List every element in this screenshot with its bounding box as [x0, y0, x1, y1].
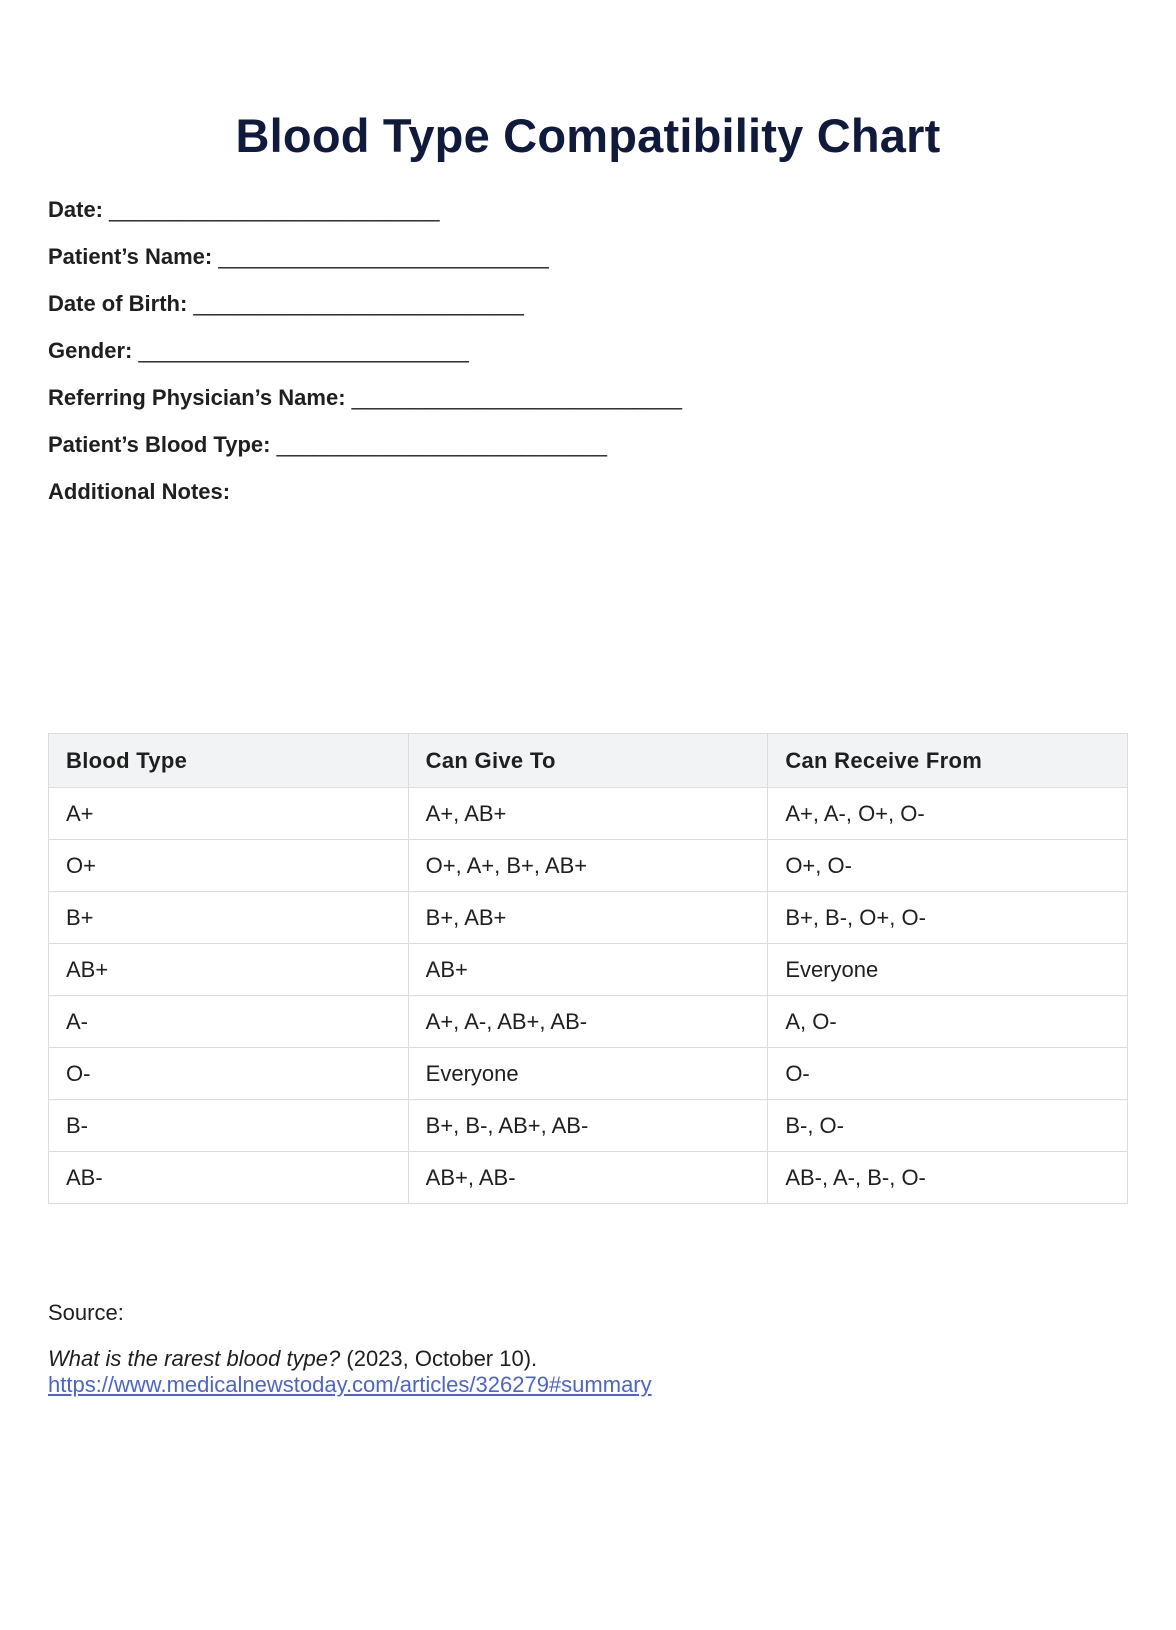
referring-physician-blank-line[interactable]: ___________________________	[351, 385, 682, 410]
table-row	[49, 1100, 1128, 1152]
table-row	[49, 1048, 1128, 1100]
date-of-birth-blank-line[interactable]: ___________________________	[193, 291, 524, 316]
cell-blood-type: B-	[49, 1100, 409, 1152]
cell-can-give-to: Everyone	[408, 1048, 768, 1100]
cell-can-receive-from: Everyone	[768, 944, 1128, 996]
page-title: Blood Type Compatibility Chart	[235, 109, 941, 162]
patient-blood-type-field	[48, 431, 682, 478]
cell-can-give-to: A+, AB+	[408, 788, 768, 840]
date-of-birth-field	[48, 290, 682, 337]
cell-can-receive-from: A+, A-, O+, O-	[768, 788, 1128, 840]
cell-can-receive-from: B+, B-, O+, O-	[768, 892, 1128, 944]
cell-can-give-to: AB+, AB-	[408, 1152, 768, 1204]
cell-can-give-to: AB+	[408, 944, 768, 996]
cell-can-receive-from: A, O-	[768, 996, 1128, 1048]
table-row	[49, 788, 1128, 840]
header-blood-type: Blood Type	[49, 734, 409, 788]
patient-blood-type-blank-line[interactable]: ___________________________	[276, 432, 607, 457]
source-section	[48, 1300, 652, 1398]
source-link[interactable]: https://www.medicalnewstoday.com/articles/326279#summary	[48, 1372, 652, 1397]
table-row	[49, 840, 1128, 892]
cell-can-give-to: O+, A+, B+, AB+	[408, 840, 768, 892]
table-row	[49, 1152, 1128, 1204]
cell-can-receive-from: B-, O-	[768, 1100, 1128, 1152]
citation-title: What is the rarest blood type?	[48, 1346, 341, 1371]
date-blank-line[interactable]: ___________________________	[109, 197, 440, 222]
additional-notes-label: Additional Notes:	[48, 479, 231, 504]
cell-can-give-to: A+, A-, AB+, AB-	[408, 996, 768, 1048]
table-row	[49, 944, 1128, 996]
patient-blood-type-label: Patient’s Blood Type:	[48, 432, 271, 457]
cell-blood-type: AB+	[49, 944, 409, 996]
date-label: Date:	[48, 197, 104, 222]
cell-can-give-to: B+, B-, AB+, AB-	[408, 1100, 768, 1152]
citation-date: (2023, October 10).	[340, 1346, 538, 1371]
header-can-give-to: Can Give To	[408, 734, 768, 788]
cell-blood-type: AB-	[49, 1152, 409, 1204]
cell-can-give-to: B+, AB+	[408, 892, 768, 944]
source-label: Source:	[48, 1300, 124, 1325]
cell-can-receive-from: O-	[768, 1048, 1128, 1100]
referring-physician-label: Referring Physician’s Name:	[48, 385, 346, 410]
patient-name-field	[48, 243, 682, 290]
cell-blood-type: B+	[49, 892, 409, 944]
cell-blood-type: O+	[49, 840, 409, 892]
patient-name-blank-line[interactable]: ___________________________	[218, 244, 549, 269]
additional-notes-field	[48, 478, 682, 525]
cell-can-receive-from: O+, O-	[768, 840, 1128, 892]
date-of-birth-label: Date of Birth:	[48, 291, 188, 316]
table-row	[49, 892, 1128, 944]
gender-field	[48, 337, 682, 384]
patient-info-form	[48, 196, 682, 525]
cell-can-receive-from: AB-, A-, B-, O-	[768, 1152, 1128, 1204]
referring-physician-field	[48, 384, 682, 431]
compatibility-table	[48, 733, 1128, 1204]
citation	[48, 1346, 652, 1372]
gender-label: Gender:	[48, 338, 133, 363]
table-row	[49, 996, 1128, 1048]
header-can-receive-from: Can Receive From	[768, 734, 1128, 788]
date-field	[48, 196, 682, 243]
gender-blank-line[interactable]: ___________________________	[138, 338, 469, 363]
cell-blood-type: O-	[49, 1048, 409, 1100]
cell-blood-type: A+	[49, 788, 409, 840]
patient-name-label: Patient’s Name:	[48, 244, 213, 269]
table-header-row	[49, 734, 1128, 788]
cell-blood-type: A-	[49, 996, 409, 1048]
